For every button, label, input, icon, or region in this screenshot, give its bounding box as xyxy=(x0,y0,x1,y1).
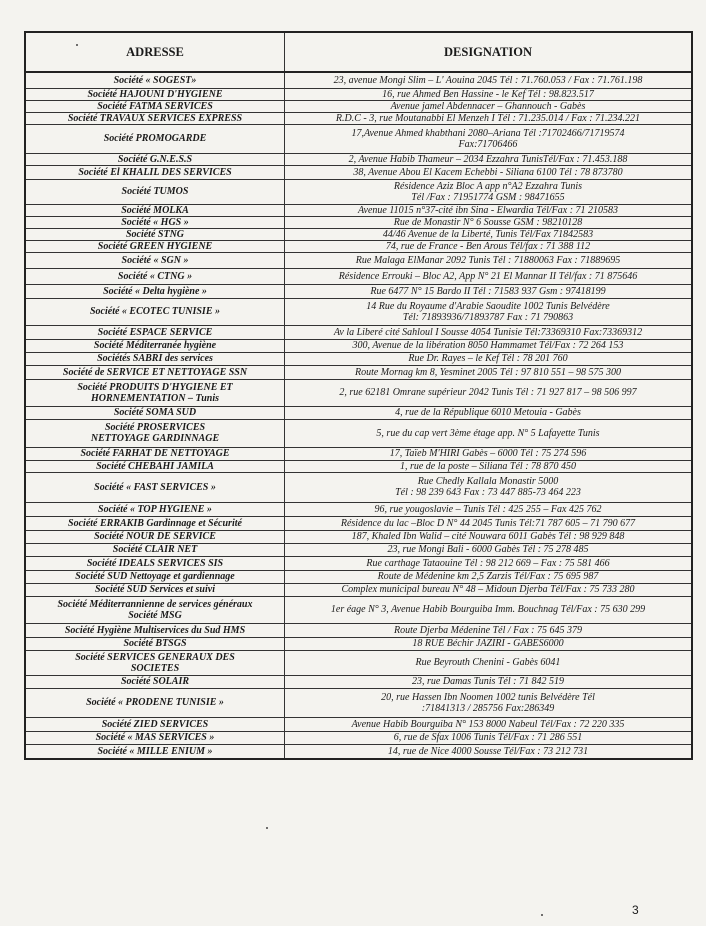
company-address-cell xyxy=(285,124,693,153)
company-name: Société Méditerranée hygiène xyxy=(93,340,217,351)
table-row xyxy=(25,556,692,570)
company-address-cell xyxy=(285,268,693,284)
company-address-cell xyxy=(285,675,693,688)
company-address: 187, Khaled Ibn Walid – cité Nouwara 6011 Gabès Tél : 98 929 848 xyxy=(351,531,625,542)
table-row xyxy=(25,516,692,530)
company-address: 44/46 Avenue de la Liberté, Tunis Tél/Fax 71842583 xyxy=(382,228,594,240)
company-name: Société « Delta hygiène » xyxy=(103,285,207,297)
company-address-cell xyxy=(285,447,693,460)
company-name-cell xyxy=(25,596,285,623)
company-name: Société STNG xyxy=(125,228,185,240)
company-name-cell xyxy=(25,419,285,447)
company-address: Complex municipal bureau N° 48 – Midoun Djerba Tél/Fax : 75 733 280 xyxy=(341,584,635,595)
company-name: Société SUD Services et suivi xyxy=(95,584,215,595)
company-name-cell xyxy=(25,447,285,460)
table-row xyxy=(25,543,692,556)
table-row xyxy=(25,298,692,325)
company-address: 16, rue Ahmed Ben Hassine - le Kef Tél : 98.823.517 xyxy=(382,88,594,100)
company-address-cell xyxy=(285,637,693,650)
company-name: Société PROMOGARDE xyxy=(103,133,207,144)
company-address: Rue de Monastir N° 6 Sousse GSM : 98210128 xyxy=(393,216,583,228)
table-row xyxy=(25,165,692,179)
company-name-cell xyxy=(25,124,285,153)
table-row xyxy=(25,731,692,744)
company-name-cell xyxy=(25,153,285,165)
company-address: 14 Rue du Royaume d'Arabie Saoudite 1002 Tunis Belvédère xyxy=(366,300,610,312)
company-name: Société TUMOS xyxy=(121,186,189,197)
company-address-cell xyxy=(285,556,693,570)
company-name: Société Hygiène Multiservices du Sud HMS xyxy=(64,624,246,636)
company-address: Route Djerba Médenine Tél / Fax : 75 645 379 xyxy=(393,624,582,636)
company-name-cell xyxy=(25,112,285,124)
company-address-cell xyxy=(285,406,693,419)
company-address-cell xyxy=(285,530,693,543)
company-address-cell xyxy=(285,688,693,717)
company-address: :71841313 / 285756 Fax:286349 xyxy=(421,702,555,714)
table-row xyxy=(25,502,692,516)
company-address: 1, rue de la poste – Siliana Tél : 78 870 450 xyxy=(399,460,577,472)
company-address: 23, rue Damas Tunis Tél : 71 842 519 xyxy=(412,676,564,687)
company-name-cell xyxy=(25,72,285,88)
company-address-cell xyxy=(285,88,693,100)
table-row xyxy=(25,216,692,228)
company-address: 1er éage N° 3, Avenue Habib Bourguiba Imm. Bouchnag Tél/Fax : 75 630 299 xyxy=(330,604,646,615)
company-address-cell xyxy=(285,460,693,472)
table-row xyxy=(25,447,692,460)
table-row xyxy=(25,688,692,717)
company-address: Tél /Fax : 71951774 GSM : 98471655 xyxy=(411,191,565,203)
company-address: R.D.C - 3, rue Moutanabbi El Menzeh I Tél : 71.235.014 / Fax : 71.234.221 xyxy=(335,112,641,124)
company-address: Rue Dr. Rayes – le Kef Tél : 78 201 760 xyxy=(408,353,568,364)
company-address-cell xyxy=(285,252,693,268)
company-name-cell xyxy=(25,623,285,637)
table-row xyxy=(25,179,692,204)
company-name: Société G.N.E.S.S xyxy=(117,153,193,165)
company-name-cell xyxy=(25,284,285,298)
company-address-cell xyxy=(285,623,693,637)
table-row xyxy=(25,268,692,284)
company-address-cell xyxy=(285,365,693,379)
company-address-cell xyxy=(285,204,693,216)
companies-table xyxy=(24,31,693,760)
table-row xyxy=(25,460,692,472)
company-name-cell xyxy=(25,472,285,502)
company-address: 2, Avenue Habib Thameur – 2034 Ezzahra TunisTél/Fax : 71.453.188 xyxy=(348,153,628,165)
company-address: Route de Médenine km 2,5 Zarzis Tél/Fax : 75 695 987 xyxy=(377,571,599,582)
company-address: Av la Liberé cité Sahloul I Sousse 4054 Tunisie Tél:73369310 Fax:73369312 xyxy=(333,326,643,338)
company-name-cell xyxy=(25,240,285,252)
company-address: 2, rue 62181 Omrane supérieur 2042 Tunis Tél : 71 927 817 – 98 506 997 xyxy=(339,387,637,398)
company-name-cell xyxy=(25,637,285,650)
table-row xyxy=(25,472,692,502)
scan-speck xyxy=(76,44,78,46)
company-name: Société PROSERVICES xyxy=(104,422,206,433)
company-address: Rue carthage Tataouine Tél : 98 212 669 – Fax : 75 581 466 xyxy=(366,557,610,569)
company-address-cell xyxy=(285,570,693,583)
company-name: Société ESPACE SERVICE xyxy=(97,326,213,338)
table-row xyxy=(25,100,692,112)
company-address-cell xyxy=(285,516,693,530)
company-name-cell xyxy=(25,583,285,596)
table-row xyxy=(25,88,692,100)
company-address: 4, rue de la République 6010 Metouia - Gabès xyxy=(395,407,581,418)
company-name: Société ZIED SERVICES xyxy=(101,718,209,730)
company-address-cell xyxy=(285,100,693,112)
scan-speck xyxy=(266,827,268,829)
scan-speck xyxy=(541,914,543,916)
company-address: 74, rue de France - Ben Arous Tél/fax : 71 388 112 xyxy=(385,240,591,252)
company-name: Société « MAS SERVICES » xyxy=(95,732,215,743)
company-address: 300, Avenue de la libération 8050 Hammamet Tél/Fax : 72 264 153 xyxy=(352,340,624,351)
company-name-cell xyxy=(25,406,285,419)
company-address: 96, rue yougoslavie – Tunis Tél : 425 255 – Fax 425 762 xyxy=(374,503,602,515)
company-address-cell xyxy=(285,744,693,759)
company-name: Société ERRAKIB Gardinnage et Sécurité xyxy=(68,517,242,529)
table-row xyxy=(25,339,692,352)
company-name: Société SOLAIR xyxy=(120,676,190,687)
company-name: NETTOYAGE GARDINNAGE xyxy=(90,433,220,444)
company-name-cell xyxy=(25,365,285,379)
company-name: Société « MILLE ENIUM » xyxy=(97,745,213,757)
table-row xyxy=(25,717,692,731)
company-name-cell xyxy=(25,88,285,100)
table-row xyxy=(25,583,692,596)
table-row xyxy=(25,112,692,124)
company-address-cell xyxy=(285,228,693,240)
company-address-cell xyxy=(285,325,693,339)
company-name-cell xyxy=(25,165,285,179)
company-name: Société PRODUITS D'HYGIENE ET xyxy=(77,381,233,393)
company-name: Société IDEALS SERVICES SIS xyxy=(86,557,224,569)
company-name-cell xyxy=(25,204,285,216)
company-address: Rue Beyrouth Chenini - Gabès 6041 xyxy=(415,657,561,668)
company-address-cell xyxy=(285,112,693,124)
company-name: Société FATMA SERVICES xyxy=(97,100,213,112)
company-name-cell xyxy=(25,688,285,717)
company-address: Route Mornag km 8, Yesminet 2005 Tél : 97 810 551 – 98 575 300 xyxy=(354,366,621,378)
company-name: Société BTSGS xyxy=(123,638,187,649)
company-name: Société « PRODENE TUNISIE » xyxy=(86,697,224,708)
company-name-cell xyxy=(25,339,285,352)
company-name: Société CHEBAHI JAMILA xyxy=(96,460,214,472)
company-name: Société MOLKA xyxy=(121,204,189,216)
company-name-cell xyxy=(25,570,285,583)
table-row xyxy=(25,379,692,406)
company-name: SOCIETES xyxy=(130,662,180,674)
company-name-cell xyxy=(25,228,285,240)
company-address-cell xyxy=(285,419,693,447)
company-name: Société « FAST SERVICES » xyxy=(94,481,216,493)
table-row xyxy=(25,153,692,165)
table-row xyxy=(25,325,692,339)
company-address-cell xyxy=(285,379,693,406)
company-name: Société SERVICES GENERAUX DES xyxy=(75,651,235,663)
table-row xyxy=(25,419,692,447)
company-name-cell xyxy=(25,460,285,472)
company-address: Avenue 11015 n°37-cité ibn Sina - Elwardia Tél/Fax : 71 210583 xyxy=(357,204,619,216)
table-row xyxy=(25,596,692,623)
company-name-cell xyxy=(25,179,285,204)
company-address-cell xyxy=(285,153,693,165)
company-address: 5, rue du cap vert 3ème étage app. N° 5 Lafayette Tunis xyxy=(376,427,600,439)
company-name-cell xyxy=(25,216,285,228)
company-name: Société « SGN » xyxy=(121,254,189,266)
table-row xyxy=(25,570,692,583)
table-row xyxy=(25,72,692,88)
company-name: Société « SOGEST» xyxy=(113,74,197,86)
table-row xyxy=(25,124,692,153)
company-name: Société « HGS » xyxy=(121,216,189,228)
company-name-cell xyxy=(25,556,285,570)
table-row xyxy=(25,228,692,240)
company-address-cell xyxy=(285,165,693,179)
company-name: Société SUD Nettoyage et gardiennage xyxy=(75,571,235,582)
company-address-cell xyxy=(285,731,693,744)
company-address: 23, rue Mongi Bali - 6000 Gabès Tél : 75 278 485 xyxy=(387,544,589,555)
company-name: Société « CTNG » xyxy=(117,270,193,282)
company-address: Résidence du lac –Bloc D N° 44 2045 Tunis Tél:71 787 605 – 71 790 677 xyxy=(340,517,636,529)
company-address: 17, Taïeb M'HIRI Gabès – 6000 Tél : 75 274 596 xyxy=(389,448,587,459)
table-row xyxy=(25,252,692,268)
table-row xyxy=(25,284,692,298)
company-address: 18 RUE Béchir JAZIRI - GABES6000 xyxy=(412,638,564,649)
page-number: 3 xyxy=(632,903,639,917)
table-row xyxy=(25,352,692,365)
company-address: Rue Chedly Kallala Monastir 5000 xyxy=(417,476,559,487)
company-address-cell xyxy=(285,596,693,623)
company-address-cell xyxy=(285,583,693,596)
company-name: Société MSG xyxy=(128,609,182,621)
company-address-cell xyxy=(285,502,693,516)
company-name: Société « ECOTEC TUNISIE » xyxy=(89,306,220,317)
table-row xyxy=(25,744,692,759)
company-name: Société SOMA SUD xyxy=(113,407,197,418)
company-address-cell xyxy=(285,72,693,88)
company-address: Rue Malaga ElManar 2092 Tunis Tél : 71880063 Fax : 71889695 xyxy=(355,254,621,266)
company-name-cell xyxy=(25,268,285,284)
table-body xyxy=(25,72,692,759)
table-row xyxy=(25,240,692,252)
company-address-cell xyxy=(285,717,693,731)
company-address: Tél : 98 239 643 Fax : 73 447 885-73 464 223 xyxy=(395,487,581,498)
company-address: 38, Avenue Abou El Kacem Echebbi - Siliana 6100 Tél : 78 873780 xyxy=(353,166,623,178)
company-address-cell xyxy=(285,650,693,675)
company-name: HORNEMENTATION – Tunis xyxy=(91,392,219,404)
table-row xyxy=(25,406,692,419)
company-address-cell xyxy=(285,298,693,325)
company-name: Société El KHALIL DES SERVICES xyxy=(78,166,232,178)
company-name-cell xyxy=(25,650,285,675)
company-name-cell xyxy=(25,530,285,543)
company-address: 20, rue Hassen Ibn Noomen 1002 tunis Belvédère Tél xyxy=(381,691,595,703)
company-name: Société FARHAT DE NETTOYAGE xyxy=(80,448,230,459)
company-name: Société GREEN HYGIENE xyxy=(97,240,213,252)
company-name-cell xyxy=(25,717,285,731)
company-name-cell xyxy=(25,731,285,744)
company-address-cell xyxy=(285,543,693,556)
company-name: Société « TOP HYGIENE » xyxy=(98,503,212,515)
company-name-cell xyxy=(25,744,285,759)
company-name: Société de SERVICE ET NETTOYAGE SSN xyxy=(62,366,248,378)
company-name-cell xyxy=(25,675,285,688)
company-address: Avenue jamel Abdennacer – Ghannouch - Gabès xyxy=(390,100,586,112)
company-name: Société HAJOUNI D'HYGIENE xyxy=(87,88,223,100)
company-address: 17,Avenue Ahmed khabthani 2080–Ariana Tél :71702466/71719574 xyxy=(351,127,625,139)
company-name: Société CLAIR NET xyxy=(112,544,198,555)
company-name-cell xyxy=(25,543,285,556)
company-name-cell xyxy=(25,100,285,112)
company-address: Fax:71706466 xyxy=(458,138,518,150)
header-row xyxy=(25,32,692,72)
company-name: Société Méditerrannienne de services généraux xyxy=(57,598,253,610)
company-address-cell xyxy=(285,284,693,298)
company-address: 6, rue de Sfax 1006 Tunis Tél/Fax : 71 286 551 xyxy=(393,732,583,743)
company-name-cell xyxy=(25,298,285,325)
company-address-cell xyxy=(285,179,693,204)
company-address: Avenue Habib Bourguiba N° 153 8000 Nabeul Tél/Fax : 72 220 335 xyxy=(351,718,625,730)
company-name: Société TRAVAUX SERVICES EXPRESS xyxy=(67,112,243,124)
company-address-cell xyxy=(285,339,693,352)
company-address-cell xyxy=(285,216,693,228)
table-row xyxy=(25,650,692,675)
company-address-cell xyxy=(285,472,693,502)
table-row xyxy=(25,204,692,216)
company-address: 23, avenue Mongi Slim – L' Aouina 2045 Tél : 71.760.053 / Fax : 71.761.198 xyxy=(333,74,643,86)
company-address-cell xyxy=(285,352,693,365)
company-address: Résidence Errouki – Bloc A2, App N° 21 El Mannar II Tél/fax : 71 875646 xyxy=(338,270,638,282)
table-row xyxy=(25,530,692,543)
table-row xyxy=(25,623,692,637)
company-address-cell xyxy=(285,240,693,252)
company-address: 14, rue de Nice 4000 Sousse Tél/Fax : 73 212 731 xyxy=(387,745,589,757)
company-name-cell xyxy=(25,252,285,268)
table-row xyxy=(25,637,692,650)
company-address: Rue 6477 N° 15 Bardo II Tél : 71583 937 Gsm : 97418199 xyxy=(370,285,606,297)
company-name-cell xyxy=(25,352,285,365)
company-address: Résidence Aziz Bloc A app n°A2 Ezzahra Tunis xyxy=(393,180,583,192)
table-row xyxy=(25,365,692,379)
company-name-cell xyxy=(25,516,285,530)
company-name: Sociétés SABRI des services xyxy=(97,353,213,364)
designation-header: DESIGNATION xyxy=(285,32,693,72)
table-row xyxy=(25,675,692,688)
company-name-cell xyxy=(25,502,285,516)
company-name-cell xyxy=(25,379,285,406)
company-name-cell xyxy=(25,325,285,339)
company-name: Société NOUR DE SERVICE xyxy=(94,531,216,542)
address-header: ADRESSE xyxy=(25,32,285,72)
company-address: Tél: 71893936/71893787 Fax : 71 790863 xyxy=(402,311,574,323)
